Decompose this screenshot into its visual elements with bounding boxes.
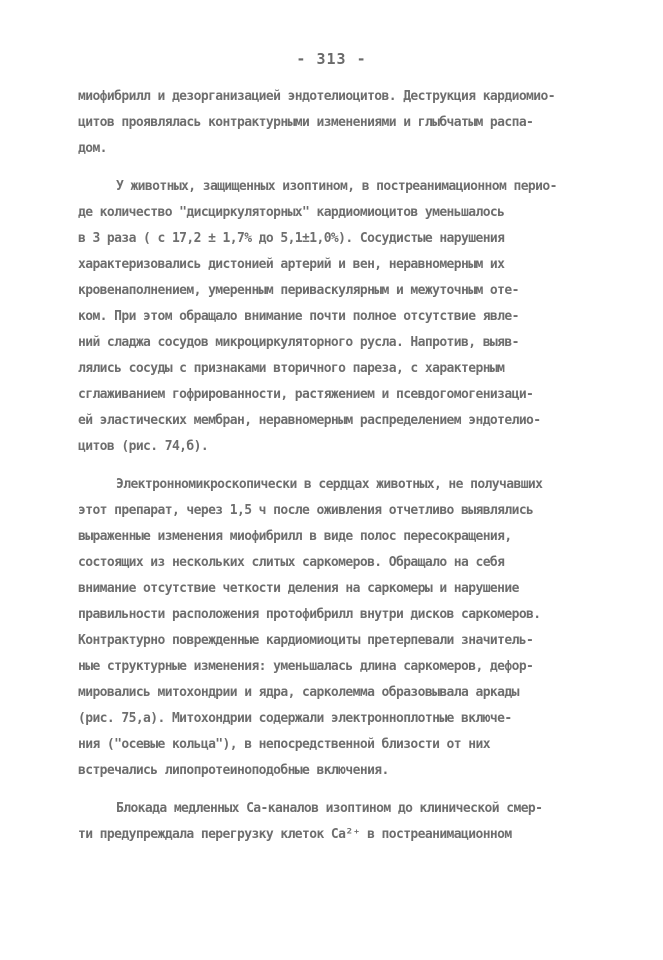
- text-line: У животных, защищенных изоптином, в постреанимационном перио-: [116, 179, 557, 194]
- text-line: характеризовались дистонией артерий и вен, неравномерным их: [78, 257, 505, 272]
- text-line: внимание отсутствие четкости деления на саркомеры и нарушение: [78, 581, 519, 596]
- text-line: де количество "дисциркуляторных" кардиомиоцитов уменьшалось: [78, 205, 505, 220]
- text-line: ей эластических мембран, неравномерным распределением эндотелио-: [78, 413, 541, 428]
- text-line: миофибрилл и дезорганизацией эндотелиоцитов. Деструкция кардиомио-: [78, 89, 555, 104]
- text-line: сглаживанием гофрированности, растяжением и псевдогомогенизаци-: [78, 387, 534, 402]
- text-line: (рис. 75,а). Митохондрии содержали электронноплотные включе-: [78, 711, 512, 726]
- text-line: кровенаполнением, умеренным периваскулярным и межуточным оте-: [78, 283, 519, 298]
- text-line: мировались митохондрии и ядра, сарколемма образовывала аркады: [78, 685, 519, 700]
- paragraph-gap: [78, 460, 578, 472]
- text-line: ний сладжа сосудов микроциркуляторного русла. Напротив, выяв-: [78, 335, 519, 350]
- text-line: Контрактурно поврежденные кардиомиоциты претерпевали значитель-: [78, 633, 534, 648]
- text-line: цитов (рис. 74,б).: [78, 439, 209, 454]
- text-line: Блокада медленных Са-каналов изоптином до клинической смер-: [116, 801, 543, 816]
- paragraph-gap: [78, 784, 578, 796]
- text-line: правильности расположения протофибрилл внутри дисков саркомеров.: [78, 607, 541, 622]
- document-body: [78, 84, 578, 848]
- text-line: дом.: [78, 141, 107, 156]
- text-line: ти предупреждала перегрузку клеток Са²⁺ в постреанимационном: [78, 827, 512, 842]
- text-line: встречались липопротеиноподобные включения.: [78, 763, 389, 778]
- text-line: этот препарат, через 1,5 ч после оживления отчетливо выявлялись: [78, 503, 534, 518]
- text-line: ния ("осевые кольца"), в непосредственной близости от них: [78, 737, 490, 752]
- text-line: Электронномикроскопически в сердцах животных, не получавших: [116, 477, 543, 492]
- text-line: в 3 раза ( с 17,2 ± 1,7% до 5,1±1,0%). Сосудистые нарушения: [78, 231, 505, 246]
- text-line: ные структурные изменения: уменьшалась длина саркомеров, дефор-: [78, 659, 534, 674]
- paragraph-gap: [78, 162, 578, 174]
- text-line: лялись сосуды с признаками вторичного пареза, с характерным: [78, 361, 505, 376]
- text-line: выраженные изменения миофибрилл в виде полос пересокращения,: [78, 529, 512, 544]
- text-line: цитов проявлялась контрактурными изменениями и глыбчатым распа-: [78, 115, 534, 130]
- text-line: ком. При этом обращало внимание почти полное отсутствие явле-: [78, 309, 519, 324]
- text-line: состоящих из нескольких слитых саркомеров. Обращало на себя: [78, 555, 505, 570]
- page-number: - 313 -: [296, 50, 367, 68]
